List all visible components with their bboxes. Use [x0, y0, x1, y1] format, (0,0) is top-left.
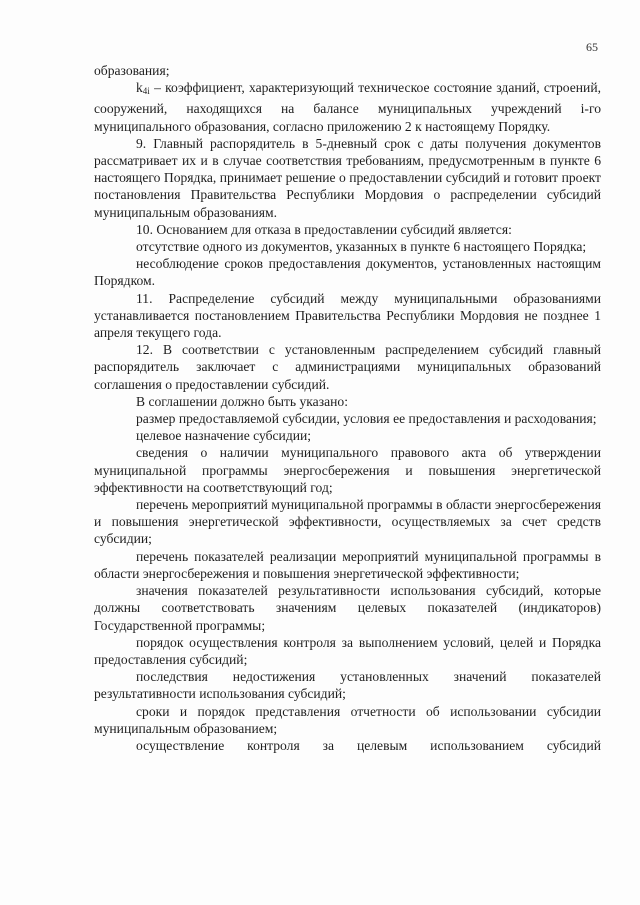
paragraph: осуществление контроля за целевым использованием субсидий: [136, 737, 601, 753]
paragraph: последствия недостижения установленных значений показателей результативности использования субсидий;: [94, 669, 601, 702]
paragraph: сроки и порядок представления отчетности об использовании субсидии муниципальным образованием;: [94, 703, 601, 736]
paragraph: размер предоставляемой субсидии, условия ее предоставления и расходования;: [136, 411, 597, 427]
paragraph: 9. Главный распорядитель в 5-дневный срок с даты получения документов рассматривает их и в случае соответствия требованиям, предусмотренным в пункте 6 настоящего Порядка, принимает решение о предоставлении субсидий и готовит проект постановления Правительства Республики Мордовия о распределении субсидий муниципальным образованиям.: [94, 135, 601, 220]
page-number: 65: [586, 40, 598, 54]
paragraph: 10. Основанием для отказа в предоставлении субсидий является:: [136, 221, 512, 237]
paragraph: образования;: [94, 63, 170, 78]
paragraph-coefficient: $k_{4i}$ – коэффициент, характеризующий техническое состояние зданий, строений, сооружений, находящихся на балансе муниципальных учреждений i-го муниципального образования, согласно приложению 2 к настоящему Порядку.: [94, 80, 601, 134]
paragraph: 11. Распределение субсидий между муниципальными образованиями устанавливается постановлением Правительства Республики Мордовия не позднее 1 апреля текущего года.: [94, 290, 601, 341]
paragraph: отсутствие одного из документов, указанных в пункте 6 настоящего Порядка;: [136, 239, 587, 255]
paragraph: несоблюдение сроков предоставления документов, установленных настоящим Порядком.: [94, 256, 601, 289]
paragraph: 12. В соответствии с установленным распределением субсидий главный распорядитель заключает с администрациями муниципальных образований соглашения о предоставлении субсидий.: [94, 342, 601, 392]
document-text: [94, 62, 601, 754]
paragraph: порядок осуществления контроля за выполнением условий, целей и Порядка предоставления субсидий;: [94, 634, 601, 667]
paragraph: целевое назначение субсидии;: [136, 428, 312, 444]
paragraph: перечень мероприятий муниципальной программы в области энергосбережения и повышения энергетической эффективности, осуществляемых за счет средств субсидии;: [94, 497, 601, 547]
coefficient-symbol: $k_{4i}$: [136, 80, 150, 97]
paragraph: перечень показателей реализации мероприятий муниципальной программы в области энергосбережения и повышения энергетической эффективности;: [94, 548, 601, 581]
paragraph: сведения о наличии муниципального правового акта об утверждении муниципальной программы энергосбережения и повышения энергетической эффективности на соответствующий год;: [94, 445, 601, 495]
paragraph: В соглашении должно быть указано:: [136, 393, 348, 409]
paragraph: значения показателей результативности использования субсидий, которые должны соответствовать значениям целевых показателей (индикаторов) Государственной программы;: [94, 583, 601, 633]
